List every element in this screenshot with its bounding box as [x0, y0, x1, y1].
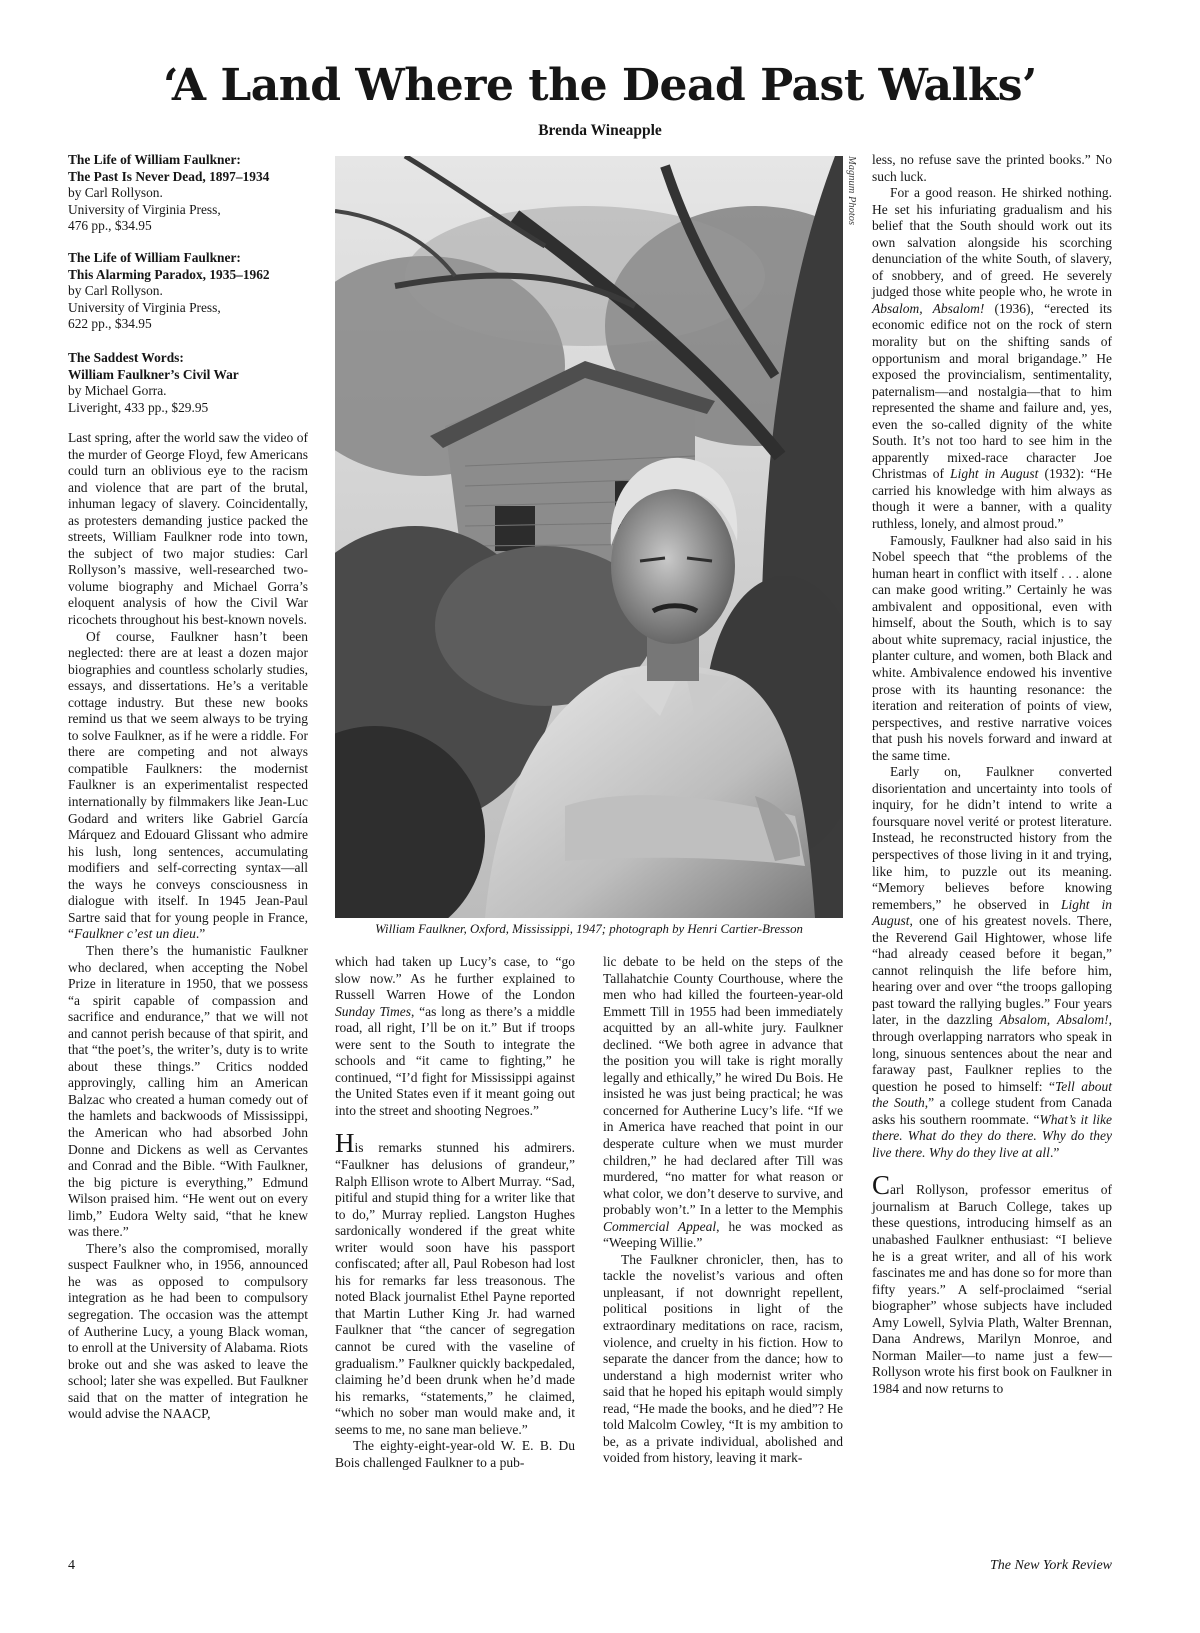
book-title-line: The Life of William Faulkner:	[68, 250, 241, 265]
book-publisher: University of Virginia Press,	[68, 201, 221, 217]
book-title-line: The Saddest Words:	[68, 350, 184, 365]
book-listing-2	[68, 250, 316, 333]
book-title-line: This Alarming Paradox, 1935–1962	[68, 266, 270, 282]
page-number: 4	[68, 1558, 75, 1573]
photo-credit-text: Magnum Photos	[846, 156, 857, 226]
paragraph: Carl Rollyson, professor emeritus of journalism at Baruch College, takes up these questions, introducing himself as an unabashed Faulkner enthusiast: “I believe he is a great writer, and all of his work fascinates me and has done so for more than fifty years.” A self-proclaimed “serial biographer” whose subjects have included Amy Lowell, Sylvia Plath, Walter Brennan, Dana Andrews, Marilyn Monroe, and Norman Mailer—to name just a few—Rollyson wrote his first book on Faulkner in 1984 and now returns to	[872, 1170, 1112, 1396]
author-byline: Brenda Wineapple	[538, 122, 662, 139]
paragraph: Famously, Faulkner had also said in his Nobel speech that “the problems of the human heart in conflict with itself . . . alone can make good writing.” Certainly he was ambivalent and oppositional, even with himself, about the South, which is to say about white supremacy, racial injustice, the planter culture, and women, both Black and white. Ambivalence endowed his inventive prose with its haunting resonance: the iteration and reiteration of points of view, perspectives, and restive narrative voices that push his novels forward and inward at the same time.	[872, 532, 1112, 763]
book-author: by Michael Gorra.	[68, 383, 167, 398]
article-column-3	[603, 954, 843, 1467]
paragraph: lic debate to be held on the steps of the Tallahatchie County Courthouse, where the men who had killed the fourteen-year-old Emmett Till in 1955 had been immediately acquitted by an all-white jury. Faulkner declined. “We both agree in advance that the position you will take is right morally legally and ethically,” he wired Du Bois. He insisted he was just being practical; he was concerned for Autherine Lucy’s life. “If we in America have reached that point in our desperate culture when we must murder children,” he had declared after Till was murdered, “no matter for what reason or what color, we don’t deserve to survive, and probably won’t.” In a letter to the Memphis Commercial Appeal, he was mocked as “Weeping Willie.”	[603, 954, 843, 1251]
book-details: 476 pp., $34.95	[68, 218, 152, 233]
paragraph: less, no refuse save the printed books.” No such luck.	[872, 152, 1112, 184]
article-title: ‘A Land Where the Dead Past Walks’	[163, 60, 1037, 111]
photograph-illustration	[335, 156, 843, 918]
publication-name: The New York Review	[990, 1558, 1112, 1573]
paragraph: Early on, Faulkner converted disorientation and uncertainty into tools of inquiry, for he didn’t intend to write a foursquare novel verité or protest literature. Instead, he reconstructed history from the perspectives of those living in it and trying, like him, to puzzle out its meaning. “Memory believes before knowing remembers,” he observed in Light in August, one of his greatest novels. There, the Reverend Gail Hightower, whose life “had already ceased before it began,” cannot relinquish the life before him, hearing over and over “the troops galloping past toward the rallying bugles.” Four years later, in the dazzling Absalom, Absalom!, through overlapping narrators who speak in long, sinuous sentences about the near and faraway past, Faulkner replies to the question he posed to himself: “Tell about the South,” a college student from Canada asks his southern roommate. “What’s it like there. What do they do there. Why do they live there. Why do they live at all.”	[872, 764, 1112, 1160]
book-author: by Carl Rollyson.	[68, 283, 163, 298]
photo-caption: William Faulkner, Oxford, Mississippi, 1947; photograph by Henri Cartier-Bresson	[375, 922, 803, 936]
paragraph: Last spring, after the world saw the video of the murder of George Floyd, few Americans could turn an oblivious eye to the racism and violence that are part of the brutal, inhuman legacy of slavery. Coincidentally, as protesters demanding justice packed the streets, William Faulkner rode into town, the subject of two major studies: Carl Rollyson’s massive, well-researched two-volume biography and Michael Gorra’s eloquent analysis of how the Civil War ricochets throughout his best-known novels.	[68, 430, 308, 628]
paragraph: His remarks stunned his admirers. “Faulkner has delusions of grandeur,” Ralph Ellison wrote to Albert Murray. “Sad, pitiful and stupid thing for a writer like that to do,” Murray replied. Langston Hughes sardonically wondered if the great white writer would soon have his passport confiscated; after all, Paul Robeson had lost his for remarks far less treasonous. The noted Black journalist Ethel Payne reported that Martin Luther King Jr. had warned Faulkner that “the cancer of segregation cannot be cured with the vaseline of gradualism.” Faulkner quickly backpedaled, claiming he’d been drunk when he’d made his remarks, “statements,” he claimed, “which no sober man would make and, it seems to me, no sane man believe.”	[335, 1128, 575, 1437]
book-author: by Carl Rollyson.	[68, 185, 163, 200]
book-listing-1	[68, 152, 316, 235]
book-publisher: Liveright, 433 pp., $29.95	[68, 399, 209, 415]
paragraph: For a good reason. He shirked nothing. He set his infuriating gradualism and his belief that the South should work out its own salvation alongside his scorching denunciation of the white South, of slavery, of snobbery, and of greed. He severely judged those white people who, he wrote in Absalom, Absalom! (1936), “erected its economic edifice not on the rock of stern morality but on the shifting sands of opportunism and moral brigandage.” He exposed the provincialism, sentimentality, paternalism—and nostalgia—that to him represented the shame and failure and, yes, even the so-called dignity of the white South. It’s not too hard to see him in the apparently mixed-race character Joe Christmas of Light in August (1932): “He carried his knowledge with him always as though it were a banner, with a quality ruthless, lonely, and almost proud.”	[872, 185, 1112, 532]
paragraph: The eighty-eight-year-old W. E. B. Du Bois challenged Faulkner to a pub-	[335, 1438, 575, 1470]
article-column-1	[68, 430, 308, 1423]
article-column-2	[335, 954, 575, 1471]
book-title-line: The Life of William Faulkner:	[68, 152, 241, 167]
book-publisher: University of Virginia Press,	[68, 299, 221, 315]
book-listing-3	[68, 350, 316, 416]
paragraph: which had taken up Lucy’s case, to “go slow now.” As he further explained to Russell Warren Howe of the London Sunday Times, “as long as there’s a middle road, all right, I’ll be on it.” But if troops were sent to the South to integrate the schools and “it came to fighting,” he continued, “I’d fight for Mississippi against the United States even if it meant going out into the street and shooting Negroes.”	[335, 954, 575, 1118]
faulkner-photograph	[335, 156, 843, 918]
book-details: 622 pp., $34.95	[68, 316, 152, 331]
paragraph: There’s also the compromised, morally suspect Faulkner who, in 1956, announced he was as opposed to compulsory integration as he had been to compulsory segregation. The occasion was the attempt of Autherine Lucy, a young Black woman, to enroll at the University of Alabama. Riots broke out and she was asked to leave the school; later she was expelled. But Faulkner said that on the matter of integration he would advise the NAACP,	[68, 1240, 308, 1422]
article-column-4	[872, 152, 1112, 1397]
paragraph: The Faulkner chronicler, then, has to tackle the novelist’s various and often unpleasant, if not downright repellent, political positions in light of the extraordinary meditations on race, racism, violence, and cruelty in his fiction. How to separate the dancer from the dance; how to understand a high modernist writer who said that he hoped his epitaph would simply read, “He made the books, and he died”? He told Malcolm Cowley, “It is my ambition to be, as a private individual, abolished and voided from history, leaving it mark-	[603, 1251, 843, 1466]
photo-credit	[844, 156, 858, 246]
book-title-line: William Faulkner’s Civil War	[68, 366, 239, 382]
paragraph: Of course, Faulkner hasn’t been neglected: there are at least a dozen major biographies and countless scholarly studies, essays, and dissertations. He’s a veritable cottage industry. But these new books remind us that we seem always to be trying to solve Faulkner, as if he were a riddle. For there are competing and not always compatible Faulkners: the modernist Faulkner is an experimentalist respected internationally by filmmakers like Jean-Luc Godard and writers like Gabriel García Márquez and Edouard Glissant who admire his lush, long sentences, accumulating modifiers and self-correcting syntax—all the ways he conveys consciousness in dialogue with itself. In 1945 Jean-Paul Sartre said that for young people in France, “Faulkner c’est un dieu.”	[68, 628, 308, 942]
book-title-line: The Past Is Never Dead, 1897–1934	[68, 168, 270, 184]
paragraph: Then there’s the humanistic Faulkner who declared, when accepting the Nobel Prize in literature in 1950, that we possess “a spirit capable of compassion and sacrifice and endurance,” that we will not and cannot perish because of that spirit, and that “the poet’s, the writer’s, duty is to write about these things.” Critics nodded approvingly, calling him an American Balzac who created a human comedy out of the hamlets and backwoods of Mississippi, the American who had absorbed John Donne and Dickens as well as Cervantes and Conrad and the Bible. “With Faulkner, the big picture is everything,” Edmund Wilson praised him. “He went out on every limb,” Eudora Welty said, “that he knew was there.”	[68, 942, 308, 1240]
